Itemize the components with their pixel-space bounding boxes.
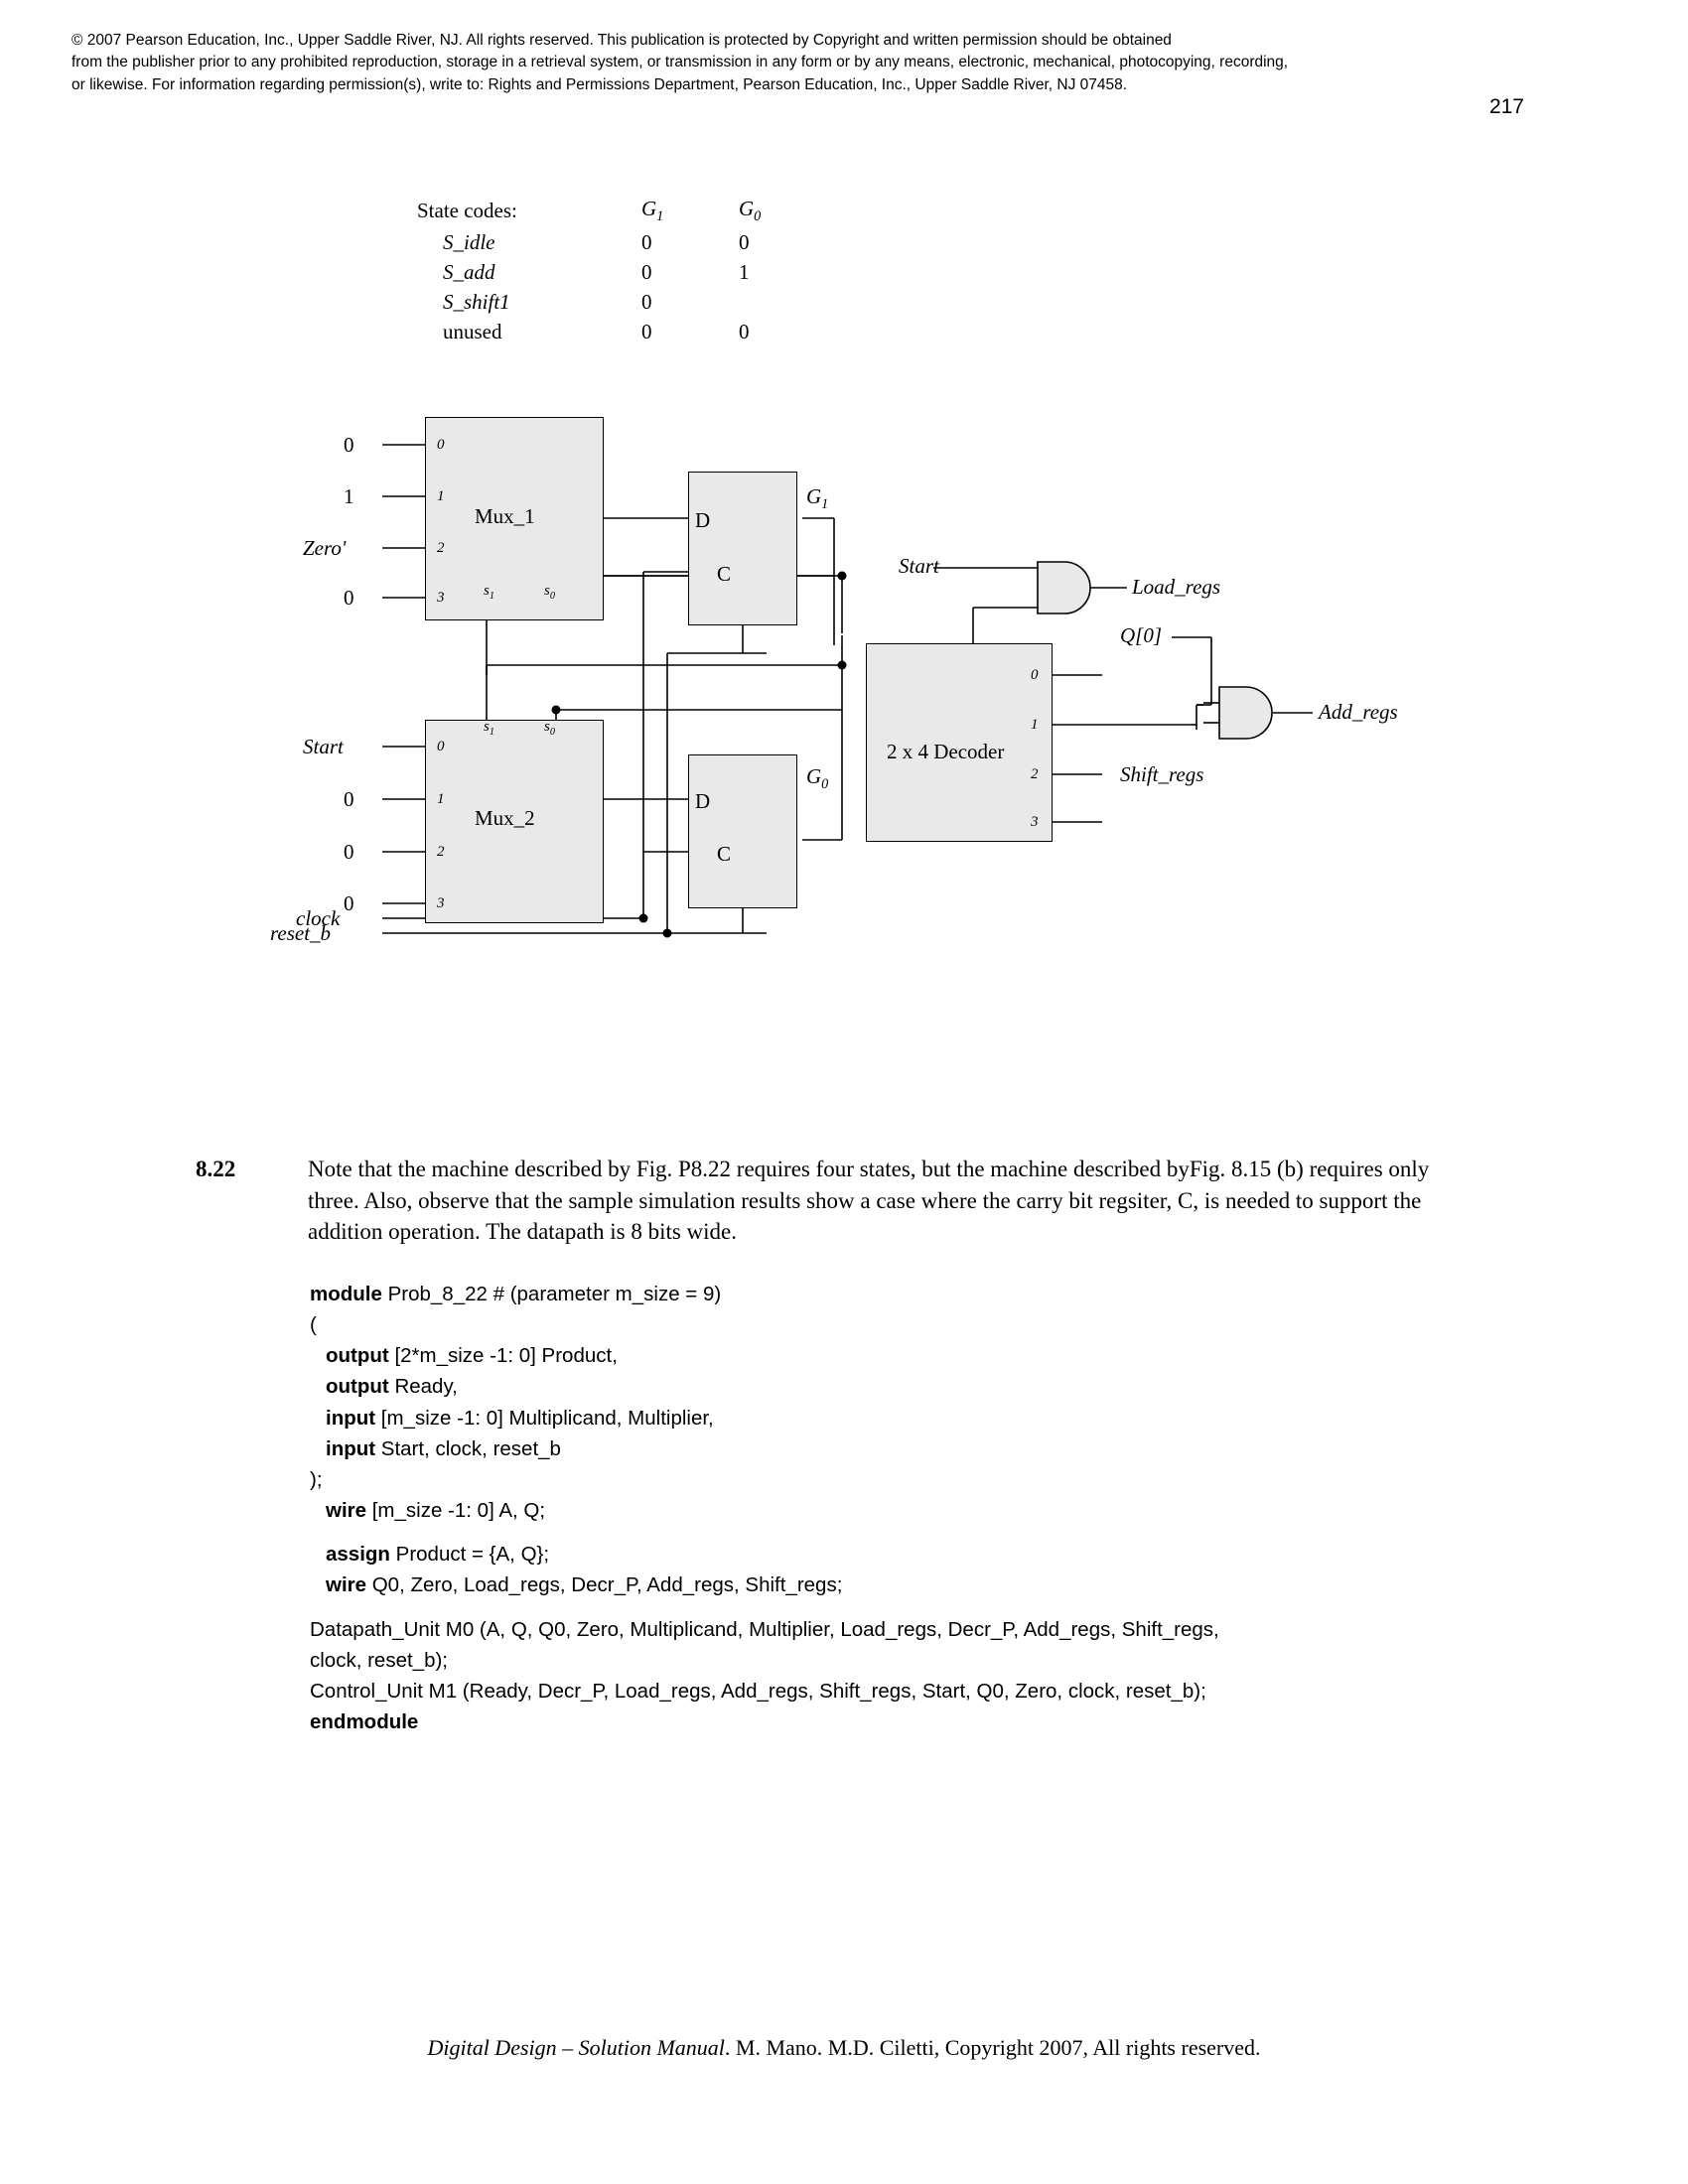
and-gate-load-regs (1038, 562, 1090, 614)
mux2-input-label-2: 0 (344, 840, 354, 864)
state-g1-value: 0 (641, 320, 652, 344)
state-name: S_idle (443, 230, 495, 255)
flipflop2-output-label: $G_0$ (806, 764, 829, 793)
flipflop1-output-label: $G_1$ (806, 484, 829, 513)
code-line (310, 1645, 1501, 1676)
code-text: clock, reset_b); (310, 1648, 448, 1672)
code-line (310, 1279, 1501, 1309)
clock-label: clock (296, 906, 341, 930)
state-codes-label: State codes: (417, 199, 517, 223)
reset-b-label: reset_b (270, 921, 332, 945)
copyright-line-1: © 2007 Pearson Education, Inc., Upper Saddle River, NJ. All rights reserved. This publication is protected by Copyright and written permission should be obtained (71, 32, 1172, 49)
code-keyword: endmodule (310, 1710, 419, 1734)
code-line (310, 1614, 1501, 1645)
state-g1-value: 0 (641, 290, 652, 315)
flipflop1-box (688, 472, 797, 625)
mux2-input-label-3: 0 (344, 891, 354, 915)
code-line (310, 1570, 1501, 1600)
flipflop1-c-label: C (717, 562, 732, 586)
decoder-output-index-2: 2 (1031, 766, 1039, 782)
copyright-line-3: or likewise. For information regarding permission(s), write to: Rights and Permissions Department, Pearson Education, Inc., Upper Saddle River, NJ 07458. (71, 75, 1128, 93)
mux2-input-index-1: 1 (437, 791, 445, 807)
flipflop2-box (688, 754, 797, 908)
decoder-output-index-0: 0 (1031, 667, 1039, 683)
code-line (310, 1309, 1501, 1340)
state-g1-value: 0 (641, 260, 652, 285)
mux2-title: Mux_2 (475, 806, 535, 830)
code-text: Q0, Zero, Load_regs, Decr_P, Add_regs, Shift_regs; (366, 1573, 843, 1597)
decoder-output-index-1: 1 (1031, 717, 1039, 733)
code-text: [2*m_size -1: 0] Product, (388, 1344, 618, 1368)
code-keyword: wire (326, 1499, 367, 1523)
mux2-input-index-3: 3 (437, 895, 445, 911)
q0-label: Q[0] (1120, 623, 1163, 647)
mux2-select-s0: $s_0$ (544, 719, 555, 738)
state-g0-value: 1 (739, 260, 750, 285)
code-line (310, 1340, 1501, 1371)
state-g0-value: 0 (739, 320, 750, 344)
code-line (310, 1403, 1501, 1433)
mux1-input-index-3: 3 (437, 590, 445, 606)
page-footer (0, 2035, 1688, 2061)
code-text: Prob_8_22 # (parameter m_size = 9) (381, 1283, 722, 1305)
code-keyword: input (326, 1436, 376, 1460)
copyright-notice (71, 30, 1620, 96)
code-text: ( (310, 1313, 317, 1337)
add-regs-label: Add_regs (1319, 700, 1398, 724)
verilog-code-block (310, 1279, 1501, 1737)
code-text: Control_Unit M1 (Ready, Decr_P, Load_regs, Add_regs, Shift_regs, Start, Q0, Zero, clock, reset_b); (310, 1679, 1206, 1703)
code-blank-line (310, 1526, 1501, 1539)
code-line (310, 1539, 1501, 1570)
mux1-input-index-2: 2 (437, 540, 445, 556)
state-g1-value: 0 (641, 230, 652, 255)
code-keyword: assign (326, 1543, 390, 1567)
code-text: ); (310, 1467, 323, 1491)
mux1-title: Mux_1 (475, 504, 535, 528)
flipflop2-c-label: C (717, 842, 732, 866)
code-text: [m_size -1: 0] A, Q; (366, 1499, 546, 1523)
code-text: [m_size -1: 0] Multiplicand, Multiplier, (375, 1406, 714, 1430)
code-keyword: wire (326, 1573, 367, 1597)
page-number: 217 (1488, 95, 1524, 118)
code-line (310, 1676, 1501, 1706)
mux2-select-s1: $s_1$ (484, 719, 494, 738)
state-name: unused (443, 320, 502, 344)
mux1-input-index-0: 0 (437, 437, 445, 453)
mux1-input-label-3: 0 (344, 586, 354, 610)
mux1-select-s0: $s_0$ (544, 583, 555, 602)
start-signal-label: Start (899, 554, 939, 578)
code-text: Start, clock, reset_b (375, 1436, 561, 1460)
state-g0-value: 0 (739, 230, 750, 255)
state-code-table (417, 197, 798, 349)
flipflop1-d-label: D (695, 508, 711, 532)
mux1-input-index-1: 1 (437, 488, 445, 504)
footer-rest: . M. Mano. M.D. Ciletti, Copyright 2007, All rights reserved. (724, 2035, 1261, 2060)
decoder-output-index-3: 3 (1031, 814, 1039, 830)
table-row (417, 290, 798, 320)
code-line (310, 1464, 1501, 1495)
table-row (417, 230, 798, 260)
mux1-input-label-1: 1 (344, 484, 354, 508)
code-line (310, 1371, 1501, 1402)
code-keyword: module (310, 1283, 382, 1305)
mux2-input-index-0: 0 (437, 739, 445, 754)
column-header-g0: $G_0$ (739, 197, 762, 225)
column-header-g1: $G_1$ (641, 197, 664, 225)
code-keyword: input (326, 1406, 376, 1430)
code-line (310, 1706, 1501, 1737)
mux1-input-label-0: 0 (344, 433, 354, 457)
copyright-line-2: from the publisher prior to any prohibited reproduction, storage in a retrieval system, or transmission in any form or by any means, electronic, mechanical, photocopying, recording, (71, 54, 1289, 71)
decoder-title: 2 x 4 Decoder (887, 740, 1005, 763)
table-row (417, 260, 798, 290)
code-keyword: output (326, 1344, 389, 1368)
mux1-input-label-2: Zero' (303, 536, 347, 560)
code-text: Ready, (388, 1375, 458, 1399)
mux2-input-label-1: 0 (344, 787, 354, 811)
shift-regs-label: Shift_regs (1120, 762, 1204, 786)
code-blank-line (310, 1601, 1501, 1614)
table-row (417, 320, 798, 349)
mux2-input-index-2: 2 (437, 844, 445, 860)
state-name: S_shift1 (443, 290, 510, 315)
problem-text: Note that the machine described by Fig. P8.22 requires four states, but the machine described byFig. 8.15 (b) requires only three. Also, observe that the sample simulation results show a case where the carry bit regsiter, C, is needed to support the addition operation. The datapath is 8 bits wide. (308, 1157, 1430, 1245)
code-text: Product = {A, Q}; (389, 1543, 550, 1567)
state-name: S_add (443, 260, 495, 285)
mux1-select-s1: $s_1$ (484, 583, 494, 602)
schematic-wires (0, 377, 1688, 1112)
problem-number: 8.22 (196, 1157, 236, 1181)
code-text: Datapath_Unit M0 (A, Q, Q0, Zero, Multiplicand, Multiplier, Load_regs, Decr_P, Add_regs, Shift_regs, (310, 1617, 1219, 1641)
table-header-row (417, 197, 798, 230)
mux2-input-label-0: Start (303, 735, 344, 758)
and-gate-add-regs (1219, 687, 1272, 739)
control-unit-schematic (0, 377, 1688, 1112)
footer-title: Digital Design – Solution Manual (427, 2035, 725, 2060)
code-line (310, 1495, 1501, 1526)
code-keyword: output (326, 1375, 389, 1399)
flipflop2-d-label: D (695, 789, 711, 813)
code-line (310, 1433, 1501, 1464)
load-regs-label: Load_regs (1132, 575, 1221, 599)
